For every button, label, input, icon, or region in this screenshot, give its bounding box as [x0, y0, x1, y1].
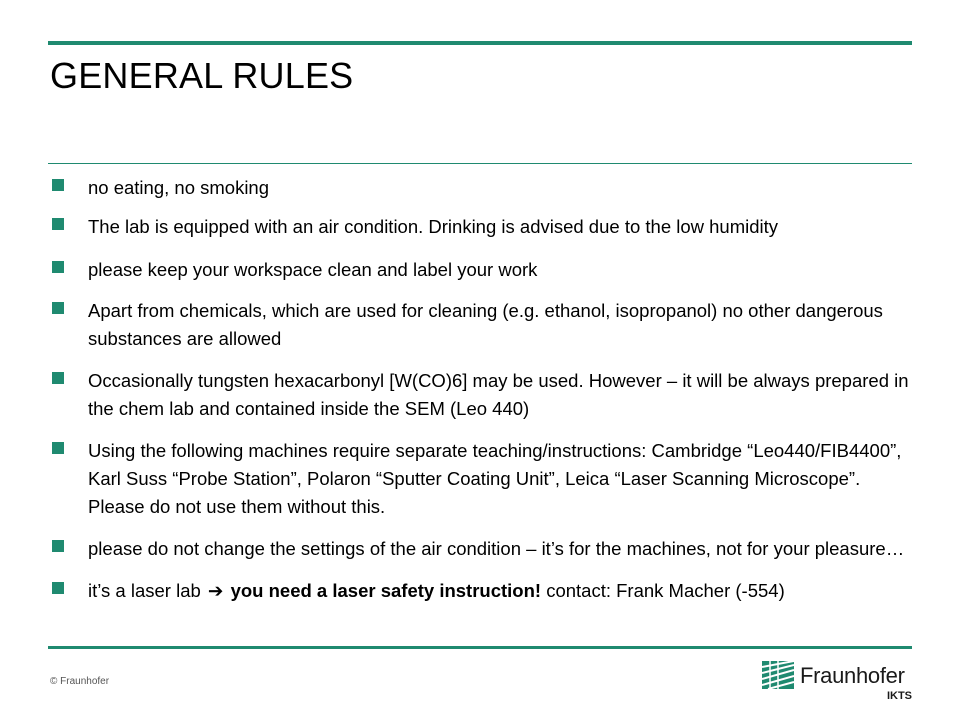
laser-lab-text: it’s a laser lab [88, 580, 201, 601]
bullet-square-icon [52, 179, 64, 191]
list-item [48, 256, 912, 284]
bullet-square-icon [52, 540, 64, 552]
list-item-text: please keep your workspace clean and label your work [88, 259, 538, 280]
list-item-laser [48, 577, 912, 605]
bullet-square-icon [52, 218, 64, 230]
list-item-text: please do not change the settings of the air condition – it’s for the machines, not for your pleasure… [88, 538, 905, 559]
list-item [48, 437, 912, 521]
logo-wordmark: Fraunhofer [800, 663, 905, 688]
list-item-text: no eating, no smoking [88, 177, 270, 198]
list-item-text: Occasionally tungsten hexacarbonyl [W(CO)6] may be used. However – it will be always prepared in the chem lab and contained inside the SEM (Leo 440) [88, 370, 909, 419]
title-bottom-rule [48, 163, 912, 164]
rules-list [48, 174, 912, 605]
list-item-text: The lab is equipped with an air condition. Drinking is advised due to the low humidity [88, 216, 779, 237]
bullet-square-icon [52, 442, 64, 454]
bullet-square-icon [52, 582, 64, 594]
list-item-text: Apart from chemicals, which are used for cleaning (e.g. ethanol, isopropanol) no other dangerous substances are allowed [88, 300, 883, 349]
footer-rule [48, 646, 912, 649]
list-item-text: Using the following machines require separate teaching/instructions: Cambridge “Leo440/FIB4400”, Karl Suss “Probe Station”, Polaron “Sputter Coating Unit”, Leica “Laser Scanning Microscope”. Please do not use them without this. [88, 440, 902, 517]
logo-institute: IKTS [886, 690, 912, 702]
laser-safety-emphasis: you need a laser safety instruction! [230, 580, 542, 601]
fraunhofer-logo-mark-icon [762, 661, 794, 689]
list-item [48, 297, 912, 353]
list-item [48, 174, 912, 202]
fraunhofer-logo [762, 661, 912, 705]
bullet-square-icon [52, 261, 64, 273]
title-top-rule [48, 41, 912, 45]
bullet-square-icon [52, 372, 64, 384]
page-title: GENERAL RULES [50, 55, 354, 96]
contact-text: contact: Frank Macher (-554) [546, 580, 785, 601]
bullet-square-icon [52, 302, 64, 314]
list-item [48, 535, 912, 563]
list-item [48, 367, 912, 423]
copyright-text: © Fraunhofer [50, 676, 110, 687]
right-arrow-icon: ➔ [207, 580, 224, 601]
list-item [48, 213, 912, 241]
